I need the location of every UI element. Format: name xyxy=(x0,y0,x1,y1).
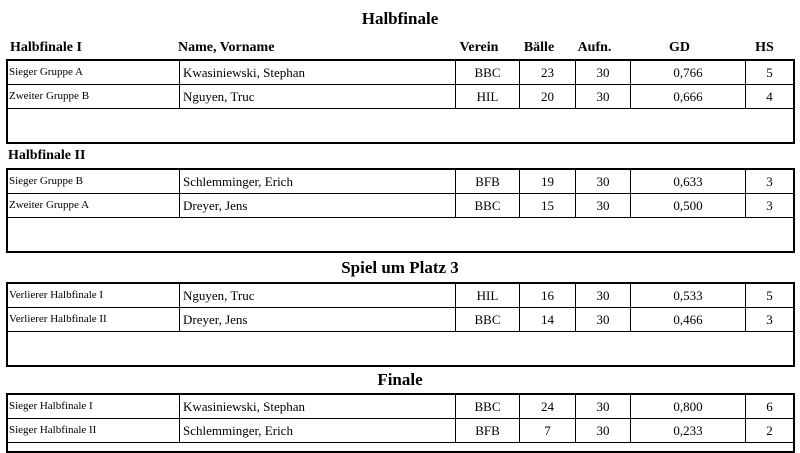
innings: 30 xyxy=(575,308,630,331)
hs: 5 xyxy=(745,284,793,307)
innings: 30 xyxy=(575,61,630,84)
header-gd: GD xyxy=(669,40,690,55)
header-club: Verein xyxy=(459,40,499,55)
row-label: Zweiter Gruppe A xyxy=(9,199,90,211)
innings: 30 xyxy=(575,85,630,108)
semi2-heading: Halbfinale II xyxy=(8,148,86,163)
row-label: Verlierer Halbfinale II xyxy=(9,313,107,325)
row-label: Sieger Halbfinale I xyxy=(9,400,93,412)
innings: 30 xyxy=(575,284,630,307)
table-row xyxy=(8,419,793,443)
hs: 3 xyxy=(745,308,793,331)
hs: 6 xyxy=(745,395,793,418)
club: BFB xyxy=(455,170,519,193)
club: BBC xyxy=(455,308,519,331)
table-row xyxy=(8,194,793,218)
balls: 7 xyxy=(519,419,575,442)
table-row xyxy=(8,170,793,194)
innings: 30 xyxy=(575,170,630,193)
header-round: Halbfinale I xyxy=(10,40,82,55)
player-name: Kwasiniewski, Stephan xyxy=(179,61,455,84)
balls: 19 xyxy=(519,170,575,193)
player-name: Dreyer, Jens xyxy=(179,194,455,217)
balls: 15 xyxy=(519,194,575,217)
table-row xyxy=(8,61,793,85)
hs: 2 xyxy=(745,419,793,442)
row-label: Sieger Halbfinale II xyxy=(9,424,97,436)
innings: 30 xyxy=(575,395,630,418)
header-balls: Bälle xyxy=(523,40,555,55)
club: BFB xyxy=(455,419,519,442)
row-label: Zweiter Gruppe B xyxy=(9,90,90,102)
table-row xyxy=(8,395,793,419)
balls: 14 xyxy=(519,308,575,331)
gd: 0,466 xyxy=(630,308,745,331)
innings: 30 xyxy=(575,194,630,217)
hs: 3 xyxy=(745,194,793,217)
gd: 0,500 xyxy=(630,194,745,217)
balls: 23 xyxy=(519,61,575,84)
club: BBC xyxy=(455,395,519,418)
player-name: Nguyen, Truc xyxy=(179,284,455,307)
header-hs: HS xyxy=(755,40,774,55)
semi2-table xyxy=(6,168,795,253)
hs: 5 xyxy=(745,61,793,84)
row-label: Sieger Gruppe A xyxy=(9,66,83,78)
innings: 30 xyxy=(575,419,630,442)
third-table xyxy=(6,282,795,367)
gd: 0,666 xyxy=(630,85,745,108)
header-innings: Aufn. xyxy=(577,40,612,55)
hs: 4 xyxy=(745,85,793,108)
table-row xyxy=(8,284,793,308)
row-label: Sieger Gruppe B xyxy=(9,175,83,187)
club: BBC xyxy=(455,194,519,217)
balls: 24 xyxy=(519,395,575,418)
club: HIL xyxy=(455,284,519,307)
header-name: Name, Vorname xyxy=(178,40,275,55)
final-heading: Finale xyxy=(377,370,423,389)
gd: 0,800 xyxy=(630,395,745,418)
player-name: Nguyen, Truc xyxy=(179,85,455,108)
gd: 0,533 xyxy=(630,284,745,307)
balls: 16 xyxy=(519,284,575,307)
player-name: Schlemminger, Erich xyxy=(179,170,455,193)
semi1-table xyxy=(6,59,795,144)
third-place-heading: Spiel um Platz 3 xyxy=(341,258,459,277)
balls: 20 xyxy=(519,85,575,108)
gd: 0,633 xyxy=(630,170,745,193)
gd: 0,766 xyxy=(630,61,745,84)
gd: 0,233 xyxy=(630,419,745,442)
club: BBC xyxy=(455,61,519,84)
hs: 3 xyxy=(745,170,793,193)
player-name: Schlemminger, Erich xyxy=(179,419,455,442)
table-row xyxy=(8,308,793,332)
club: HIL xyxy=(455,85,519,108)
player-name: Kwasiniewski, Stephan xyxy=(179,395,455,418)
page-title: Halbfinale xyxy=(361,9,439,28)
row-label: Verlierer Halbfinale I xyxy=(9,289,104,301)
final-table xyxy=(6,393,795,453)
table-row xyxy=(8,85,793,109)
player-name: Dreyer, Jens xyxy=(179,308,455,331)
